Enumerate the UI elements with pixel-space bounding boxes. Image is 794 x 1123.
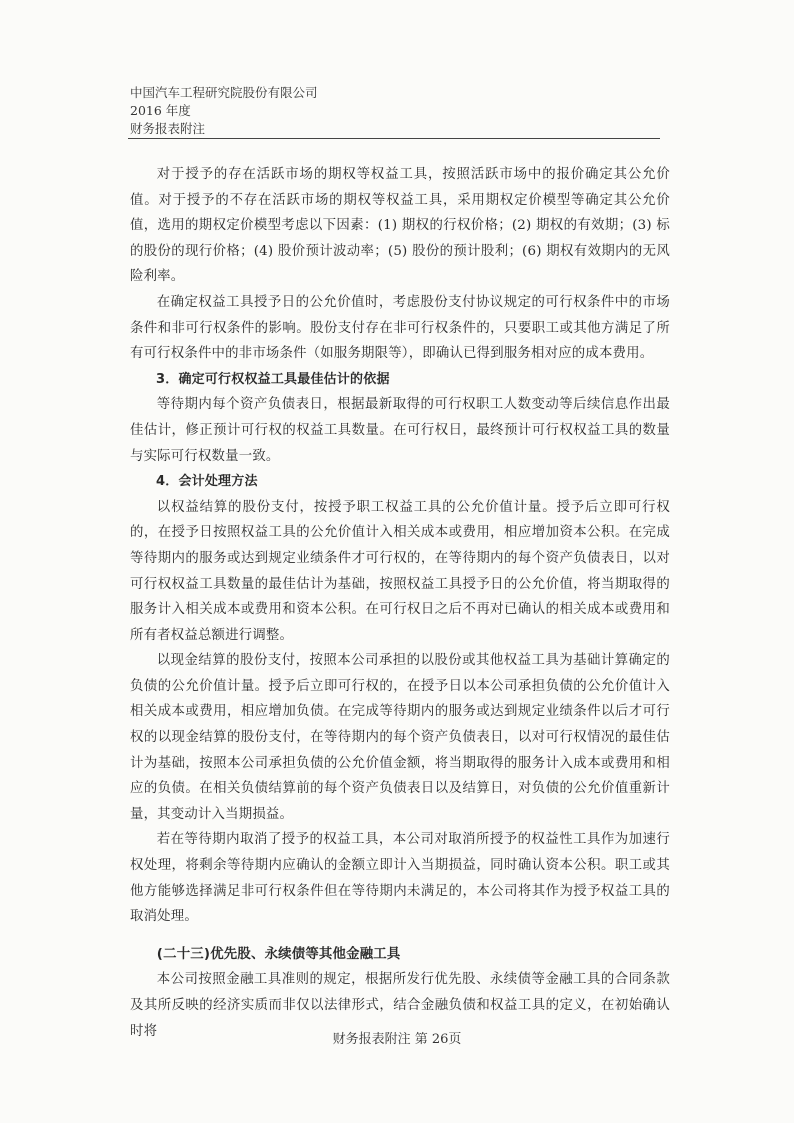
- document-title: 财务报表附注: [130, 121, 206, 136]
- section-heading-preferred-shares: (二十三)优先股、永续债等其他金融工具: [156, 946, 401, 962]
- paragraph-cancellation: 若在等待期内取消了授予的权益工具，本公司对取消所授予的权益性工具作为加速行权处理，将剩余等待期内应确认的金额立即计入当期损益，同时确认资本公积。职工或其他方能够选择满足非可行权条件但在等待期内未满足的，本公司将其作为授予权益工具的取消处理。: [130, 832, 670, 925]
- paragraph-grant-date-conditions: 在确定权益工具授予日的公允价值时，考虑股份支付协议规定的可行权条件中的市场条件和非可行权条件的影响。股份支付存在非可行权条件的，只要职工或其他方满足了所有可行权条件中的非市场条件（如服务期限等），即确认已得到服务相对应的成本费用。: [130, 294, 670, 362]
- page-footer: 财务报表附注 第 26页: [332, 1032, 462, 1047]
- paragraph-best-estimate: 等待期内每个资产负债表日，根据最新取得的可行权职工人数变动等后续信息作出最佳估计，修正预计可行权的权益工具数量。在可行权日，最终预计可行权权益工具的数量与实际可行权数量一致。: [130, 397, 670, 464]
- paragraph-financial-instruments: 本公司按照金融工具准则的规定，根据所发行优先股、永续债等金融工具的合同条款及其所反映的经济实质而非仅以法律形式，结合金融负债和权益工具的定义，在初始确认时将: [130, 972, 670, 1039]
- document-body: [130, 162, 670, 1044]
- heading-accounting-method: 4．会计处理方法: [156, 474, 258, 490]
- paragraph-option-valuation: 对于授予的存在活跃市场的期权等权益工具，按照活跃市场中的报价确定其公允价值。对于授予的不存在活跃市场的期权等权益工具，采用期权定价模型等确定其公允价值，选用的期权定价模型考虑以下因素：(1) 期权的行权价格；(2) 期权的有效期；(3) 标的股份的现行价格；(4) 股价预计波动率；(5) 股份的预计股利；(6) 期权有效期内的无风险利率。: [130, 167, 670, 285]
- company-name: 中国汽车工程研究院股份有限公司: [130, 85, 318, 100]
- paragraph-cash-settled: 以现金结算的股份支付，按照本公司承担的以股份或其他权益工具为基础计算确定的负债的公允价值计量。授予后立即可行权的，在授予日以本公司承担负债的公允价值计入相关成本或费用，相应增加负债。在完成等待期内的服务或达到规定业绩条件以后才可行权的以现金结算的股份支付，在等待期内的每个资产负债表日，以对可行权情况的最佳估计为基础，按照本公司承担负债的公允价值金额，将当期取得的服务计入成本或费用和相应的负债。在相关负债结算前的每个资产负债表日以及结算日，对负债的公允价值重新计量，其变动计入当期损益。: [130, 653, 670, 822]
- paragraph-equity-settled: 以权益结算的股份支付，按授予职工权益工具的公允价值计量。授予后立即可行权的，在授予日按照权益工具的公允价值计入相关成本或费用，相应增加资本公积。在完成等待期内的服务或达到规定业绩条件才可行权的，在等待期内的每个资产负债表日，以对可行权权益工具数量的最佳估计为基础，按照权益工具授予日的公允价值，将当期取得的服务计入相关成本或费用和资本公积。在可行权日之后不再对已确认的相关成本或费用和所有者权益总额进行调整。: [130, 499, 670, 643]
- page-header: [130, 84, 660, 138]
- report-year: 2016 年度: [130, 103, 191, 118]
- header-divider: [128, 138, 660, 139]
- heading-best-estimate-basis: 3．确定可行权权益工具最佳估计的依据: [156, 371, 390, 387]
